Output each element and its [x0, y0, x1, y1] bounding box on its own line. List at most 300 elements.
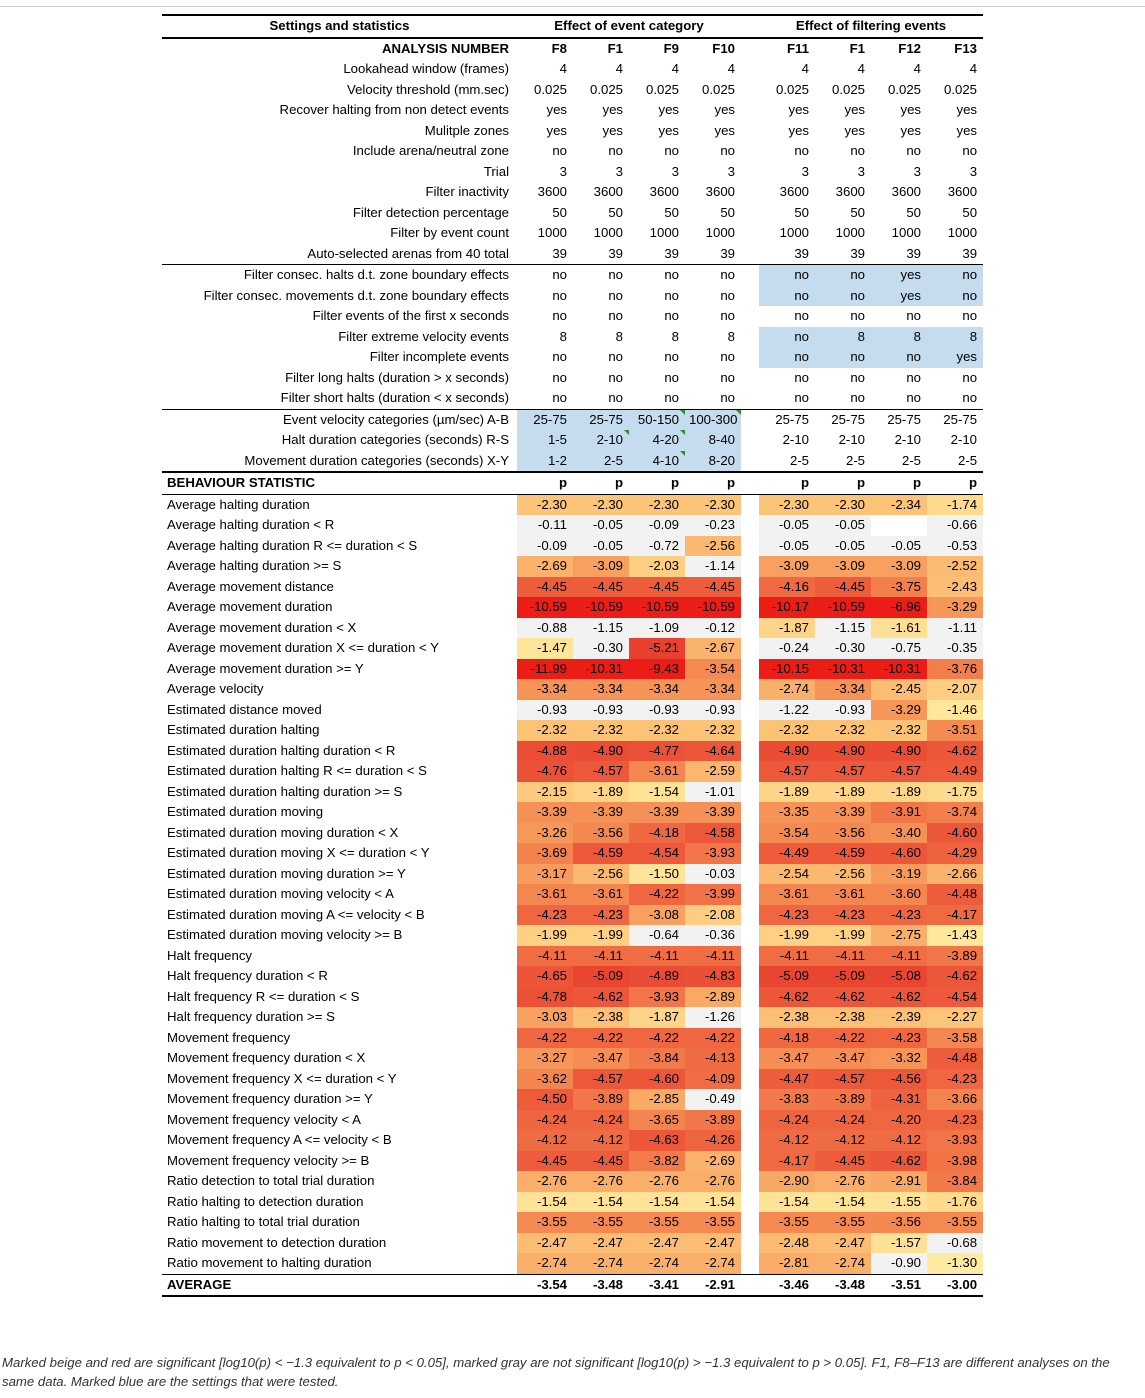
- p-value-cell: -2.08: [685, 905, 741, 926]
- p-value-cell: -2.47: [573, 1233, 629, 1254]
- statistic-label: Estimated duration moving duration < X: [167, 824, 399, 840]
- p-value-cell: -4.54: [927, 987, 983, 1008]
- p-value-cell: -0.05: [759, 515, 815, 536]
- p-value-cell: -2.30: [573, 494, 629, 515]
- setting-value: 0.025: [887, 81, 921, 97]
- p-value-cell: -4.22: [815, 1028, 871, 1049]
- setting-value: no: [815, 347, 871, 368]
- p-value-cell: -4.58: [685, 823, 741, 844]
- setting-value: 1000: [891, 225, 921, 241]
- p-value-cell: -2.15: [517, 782, 573, 803]
- setting-value: 3: [801, 163, 809, 179]
- p-value-cell: -2.89: [685, 987, 741, 1008]
- p-value-cell: -0.03: [685, 864, 741, 885]
- p-value-cell: -3.29: [871, 700, 927, 721]
- setting-label: Filter long halts (duration > x seconds): [285, 369, 509, 385]
- p-value-cell: -10.31: [573, 659, 629, 680]
- p-value-cell: -0.05: [759, 536, 815, 557]
- setting-value: 50: [664, 204, 679, 220]
- p-value-cell: -1.54: [517, 1192, 573, 1213]
- p-value-cell: -3.74: [927, 802, 983, 823]
- setting-value: 0.025: [701, 81, 735, 97]
- statistic-row: [162, 802, 983, 823]
- statistic-row: [162, 782, 983, 803]
- p-value-cell: -4.24: [573, 1110, 629, 1131]
- p-value-cell: -4.62: [927, 966, 983, 987]
- p-value-cell: -3.55: [927, 1212, 983, 1233]
- p-value-cell: -1.87: [629, 1007, 685, 1028]
- p-value-cell: -2.03: [629, 556, 685, 577]
- p-value-cell: -10.59: [573, 597, 629, 618]
- setting-value: no: [850, 369, 865, 385]
- p-value-cell: -4.45: [573, 1151, 629, 1172]
- setting-value: 4: [559, 61, 567, 77]
- p-value-cell: -3.54: [685, 659, 741, 680]
- setting-label: Halt duration categories (seconds) R-S: [281, 432, 509, 448]
- setting-label: Filter consec. movements d.t. zone boundary effects: [203, 287, 509, 303]
- p-value-cell: -4.16: [759, 577, 815, 598]
- p-value-cell: -2.30: [815, 494, 871, 515]
- setting-row: [162, 306, 983, 327]
- statistic-label: Estimated distance moved: [167, 701, 322, 717]
- p-value-cell: -3.55: [629, 1212, 685, 1233]
- statistic-row: [162, 966, 983, 987]
- p-value-cell: -3.89: [685, 1110, 741, 1131]
- p-value-cell: -1.26: [685, 1007, 741, 1028]
- p-value-cell: -2.32: [573, 720, 629, 741]
- average-value: -3.48: [573, 1274, 629, 1296]
- p-value-cell: -3.39: [517, 802, 573, 823]
- setting-label: Filter detection percentage: [352, 204, 509, 220]
- statistic-label: Estimated duration moving velocity >= B: [167, 927, 403, 943]
- statistic-header-label: BEHAVIOUR STATISTIC: [162, 472, 517, 494]
- p-value-cell: -4.56: [871, 1069, 927, 1090]
- setting-value: yes: [658, 102, 679, 118]
- p-value-cell: -10.17: [759, 597, 815, 618]
- p-value-cell: -3.47: [573, 1048, 629, 1069]
- statistic-row: [162, 1089, 983, 1110]
- p-value-cell: -2.66: [927, 864, 983, 885]
- setting-value: 25-75: [927, 409, 983, 430]
- p-value-cell: -5.09: [815, 966, 871, 987]
- p-value-cell: -3.40: [871, 823, 927, 844]
- setting-value: 39: [720, 245, 735, 261]
- setting-row: [162, 182, 983, 203]
- setting-value: 39: [608, 245, 623, 261]
- p-value-cell: -0.35: [927, 638, 983, 659]
- p-value-cell: -3.51: [927, 720, 983, 741]
- p-value-cell: -1.15: [573, 618, 629, 639]
- setting-label: Filter inactivity: [425, 184, 509, 200]
- statistic-header-row: [162, 472, 983, 494]
- setting-value: 50: [552, 204, 567, 220]
- setting-value: 0.025: [533, 81, 567, 97]
- p-value-cell: -3.60: [871, 884, 927, 905]
- setting-value: 3: [857, 163, 865, 179]
- p-value-cell: -3.89: [573, 1089, 629, 1110]
- p-value-cell: -0.88: [517, 618, 573, 639]
- p-value-cell: -4.77: [629, 741, 685, 762]
- setting-row: [162, 409, 983, 430]
- p-value-cell: -4.78: [517, 987, 573, 1008]
- p-value-cell: -1.99: [815, 925, 871, 946]
- setting-value: 39: [962, 245, 978, 261]
- average-value: -3.41: [629, 1274, 685, 1296]
- p-value-cell: -3.32: [871, 1048, 927, 1069]
- p-value-cell: -5.09: [759, 966, 815, 987]
- statistic-label: Average halting duration: [167, 496, 310, 512]
- p-value-cell: -2.32: [815, 720, 871, 741]
- p-value-cell: -4.29: [927, 843, 983, 864]
- setting-value: no: [962, 143, 978, 159]
- p-value-cell: -3.84: [927, 1171, 983, 1192]
- p-value-cell: -4.63: [629, 1130, 685, 1151]
- p-value-cell: -2.38: [759, 1007, 815, 1028]
- p-value-cell: -3.65: [629, 1110, 685, 1131]
- setting-value: no: [629, 265, 685, 286]
- average-value: -3.51: [871, 1274, 927, 1296]
- p-value-cell: -3.55: [685, 1212, 741, 1233]
- setting-value: no: [608, 390, 623, 406]
- p-header: p: [517, 472, 573, 494]
- p-value-cell: -11.99: [517, 659, 573, 680]
- statistic-label: Average movement duration: [167, 599, 333, 615]
- average-value: -3.48: [815, 1274, 871, 1296]
- p-value-cell: -1.11: [927, 618, 983, 639]
- setting-value: 1000: [947, 225, 978, 241]
- statistic-row: [162, 1253, 983, 1274]
- analysis-col: F1: [573, 38, 629, 60]
- setting-value: no: [759, 327, 815, 348]
- p-value-cell: -1.99: [759, 925, 815, 946]
- p-value-cell: -2.74: [759, 679, 815, 700]
- p-value-cell: -3.56: [815, 823, 871, 844]
- setting-row: [162, 368, 983, 389]
- statistic-row: [162, 536, 983, 557]
- p-value-cell: -3.56: [871, 1212, 927, 1233]
- p-value-cell: -4.90: [759, 741, 815, 762]
- p-value-cell: -1.55: [871, 1192, 927, 1213]
- p-value-cell: -0.53: [927, 536, 983, 557]
- p-value-cell: -3.61: [573, 884, 629, 905]
- p-value-cell: -3.39: [815, 802, 871, 823]
- p-value-cell: -4.59: [815, 843, 871, 864]
- p-value-cell: -3.83: [759, 1089, 815, 1110]
- setting-value: 2-10: [782, 432, 809, 448]
- p-value-cell: -1.01: [685, 782, 741, 803]
- p-value-cell: -0.24: [759, 638, 815, 659]
- p-value-cell: -4.62: [927, 741, 983, 762]
- p-value-cell: -1.74: [927, 494, 983, 515]
- p-value-cell: -0.93: [573, 700, 629, 721]
- statistic-row: [162, 1069, 983, 1090]
- group-header-row: [162, 15, 983, 38]
- setting-value: 3: [969, 163, 978, 179]
- p-value-cell: -3.09: [815, 556, 871, 577]
- p-value-cell: -3.62: [517, 1069, 573, 1090]
- p-value-cell: -2.91: [871, 1171, 927, 1192]
- p-value-cell: -2.67: [685, 638, 741, 659]
- statistic-row: [162, 679, 983, 700]
- p-value-cell: -1.14: [685, 556, 741, 577]
- p-value-cell: -3.75: [871, 577, 927, 598]
- p-value-cell: -4.09: [685, 1069, 741, 1090]
- p-value-cell: -0.05: [573, 536, 629, 557]
- setting-value: 3600: [891, 184, 921, 200]
- p-value-cell: -0.93: [685, 700, 741, 721]
- p-value-cell: -1.76: [927, 1192, 983, 1213]
- setting-value: 2-10: [838, 432, 865, 448]
- statistic-row: [162, 987, 983, 1008]
- statistic-label: Halt frequency: [167, 947, 253, 963]
- statistic-label: Halt frequency R <= duration < S: [167, 988, 360, 1004]
- setting-value: 8: [671, 328, 679, 344]
- setting-value: 1000: [593, 225, 623, 241]
- setting-value: no: [608, 143, 623, 159]
- p-value-cell: -4.18: [629, 823, 685, 844]
- p-value-cell: -3.61: [759, 884, 815, 905]
- statistic-label: Estimated duration halting duration < R: [167, 742, 396, 758]
- setting-row: [162, 100, 983, 121]
- setting-value: 50: [794, 204, 809, 220]
- p-value-cell: -4.31: [871, 1089, 927, 1110]
- setting-label: Trial: [483, 163, 509, 179]
- p-value-cell: -1.87: [759, 618, 815, 639]
- p-value-cell: -4.49: [927, 761, 983, 782]
- p-value-cell: -4.57: [815, 761, 871, 782]
- setting-value: 4: [671, 61, 679, 77]
- p-value-cell: -1.09: [629, 618, 685, 639]
- setting-value: no: [685, 265, 741, 286]
- p-value-cell: -3.93: [685, 843, 741, 864]
- p-value-cell: -2.47: [815, 1233, 871, 1254]
- p-value-cell: -4.62: [815, 987, 871, 1008]
- setting-value: 50: [850, 204, 865, 220]
- setting-value: no: [552, 287, 567, 303]
- p-value-cell: -1.89: [871, 782, 927, 803]
- setting-value: 3: [913, 163, 921, 179]
- p-value-cell: -1.54: [759, 1192, 815, 1213]
- p-value-cell: -2.39: [871, 1007, 927, 1028]
- setting-value: yes: [546, 102, 567, 118]
- setting-value: no: [962, 390, 978, 406]
- average-label: AVERAGE: [162, 1274, 517, 1296]
- setting-value: 1000: [705, 225, 735, 241]
- average-value: -3.54: [517, 1274, 573, 1296]
- setting-value: no: [850, 390, 865, 406]
- setting-value: 39: [906, 245, 921, 261]
- p-value-cell: -4.88: [517, 741, 573, 762]
- p-value-cell: -3.09: [573, 556, 629, 577]
- setting-value: 2-10: [894, 432, 921, 448]
- p-value-cell: -3.34: [573, 679, 629, 700]
- setting-value: 50: [720, 204, 735, 220]
- settings-title: Settings and statistics: [162, 15, 517, 38]
- setting-row: [162, 265, 983, 286]
- p-value-cell: -2.30: [517, 494, 573, 515]
- setting-value: no: [573, 265, 629, 286]
- p-value-cell: -1.54: [629, 1192, 685, 1213]
- p-value-cell: -4.23: [871, 905, 927, 926]
- p-value-cell: -4.60: [927, 823, 983, 844]
- setting-label: Velocity threshold (mm.sec): [347, 81, 509, 97]
- setting-value: yes: [844, 102, 865, 118]
- p-value-cell: -4.22: [629, 884, 685, 905]
- statistic-label: Movement frequency: [167, 1029, 291, 1045]
- p-value-cell: -10.59: [815, 597, 871, 618]
- p-value-cell: -0.30: [573, 638, 629, 659]
- setting-value: yes: [714, 102, 735, 118]
- setting-value: 3600: [705, 184, 735, 200]
- p-value-cell: -2.74: [517, 1253, 573, 1274]
- p-value-cell: -0.66: [927, 515, 983, 536]
- p-value-cell: -4.24: [759, 1110, 815, 1131]
- p-value-cell: -4.11: [629, 946, 685, 967]
- p-value-cell: -3.35: [759, 802, 815, 823]
- p-value-cell: -4.48: [927, 1048, 983, 1069]
- setting-value: no: [906, 143, 921, 159]
- setting-value: yes: [871, 265, 927, 286]
- p-value-cell: -3.56: [573, 823, 629, 844]
- p-value-cell: -3.93: [927, 1130, 983, 1151]
- p-value-cell: -3.55: [573, 1212, 629, 1233]
- p-header: p: [815, 472, 871, 494]
- setting-row: [162, 141, 983, 162]
- p-value-cell: -4.12: [517, 1130, 573, 1151]
- p-value-cell: -2.27: [927, 1007, 983, 1028]
- setting-label: Movement duration categories (seconds) X-Y: [244, 452, 509, 468]
- statistic-label: Average velocity: [167, 681, 264, 697]
- p-value-cell: -2.34: [871, 494, 927, 515]
- p-value-cell: -3.17: [517, 864, 573, 885]
- setting-value: yes: [956, 102, 978, 118]
- p-value-cell: -4.57: [759, 761, 815, 782]
- p-value-cell: -2.32: [517, 720, 573, 741]
- p-value-cell: -0.90: [871, 1253, 927, 1274]
- p-header: p: [629, 472, 685, 494]
- statistic-row: [162, 823, 983, 844]
- p-value-cell: -1.22: [759, 700, 815, 721]
- p-value-cell: -1.61: [871, 618, 927, 639]
- statistic-row: [162, 638, 983, 659]
- p-value-cell: -2.59: [685, 761, 741, 782]
- analysis-col: F8: [517, 38, 573, 60]
- p-value-cell: -4.64: [685, 741, 741, 762]
- setting-value: no: [608, 349, 623, 365]
- p-value-cell: -3.82: [629, 1151, 685, 1172]
- p-value-cell: -2.69: [517, 556, 573, 577]
- p-value-cell: -0.05: [815, 515, 871, 536]
- p-value-cell: -0.11: [517, 515, 573, 536]
- statistic-label: Average halting duration < R: [167, 517, 335, 533]
- setting-value: yes: [602, 122, 623, 138]
- setting-value: 0.025: [589, 81, 623, 97]
- statistic-row: [162, 556, 983, 577]
- setting-value: no: [850, 143, 865, 159]
- setting-value: 4: [857, 61, 865, 77]
- setting-value: 4-20: [629, 430, 685, 451]
- p-value-cell: -2.74: [815, 1253, 871, 1274]
- setting-value: 0.025: [944, 81, 978, 97]
- p-value-cell: -2.48: [759, 1233, 815, 1254]
- setting-value: no: [608, 287, 623, 303]
- setting-value: 3: [671, 163, 679, 179]
- setting-value: 39: [850, 245, 865, 261]
- p-value-cell: -4.17: [759, 1151, 815, 1172]
- p-value-cell: -1.15: [815, 618, 871, 639]
- setting-value: 0.025: [775, 81, 809, 97]
- setting-row: [162, 286, 983, 307]
- statistic-row: [162, 884, 983, 905]
- p-value-cell: -4.60: [629, 1069, 685, 1090]
- p-value-cell: -10.15: [759, 659, 815, 680]
- setting-value: no: [552, 349, 567, 365]
- group1-title: Effect of event category: [517, 15, 741, 38]
- statistic-row: [162, 1151, 983, 1172]
- p-value-cell: -2.74: [629, 1253, 685, 1274]
- setting-value: 8-20: [685, 451, 741, 473]
- setting-value: no: [794, 390, 809, 406]
- setting-value: 2-5: [957, 452, 978, 468]
- p-value-cell: -0.93: [815, 700, 871, 721]
- comment-marker-icon: [736, 410, 741, 415]
- p-value-cell: -3.89: [815, 1089, 871, 1110]
- setting-value: 50: [608, 204, 623, 220]
- p-value-cell: -4.23: [759, 905, 815, 926]
- p-value-cell: -3.76: [927, 659, 983, 680]
- setting-value: 50-150: [629, 409, 685, 430]
- p-value-cell: -4.11: [517, 946, 573, 967]
- p-value-cell: -4.45: [629, 577, 685, 598]
- p-value-cell: -3.34: [685, 679, 741, 700]
- p-value-cell: -1.99: [573, 925, 629, 946]
- setting-value: 1-5: [517, 430, 573, 451]
- p-value-cell: -0.05: [815, 536, 871, 557]
- p-value-cell: -2.32: [871, 720, 927, 741]
- setting-value: 100-300: [685, 409, 741, 430]
- p-value-cell: -4.76: [517, 761, 573, 782]
- p-value-cell: -0.93: [517, 700, 573, 721]
- setting-value: 1000: [649, 225, 679, 241]
- average-row: [162, 1274, 983, 1296]
- p-value-cell: -1.75: [927, 782, 983, 803]
- p-value-cell: -4.57: [815, 1069, 871, 1090]
- p-value-cell: -0.75: [871, 638, 927, 659]
- statistic-label: Estimated duration halting duration >= S: [167, 783, 403, 799]
- statistic-label: Average movement duration >= Y: [167, 660, 364, 676]
- setting-value: 8: [615, 328, 623, 344]
- p-value-cell: -3.84: [629, 1048, 685, 1069]
- statistic-label: Ratio detection to total trial duration: [167, 1173, 375, 1189]
- p-value-cell: -4.45: [815, 1151, 871, 1172]
- p-value-cell: -1.89: [815, 782, 871, 803]
- analysis-number-label: ANALYSIS NUMBER: [162, 38, 517, 60]
- p-value-cell: -3.08: [629, 905, 685, 926]
- p-value-cell: -1.54: [815, 1192, 871, 1213]
- p-value-cell: -4.22: [685, 1028, 741, 1049]
- setting-row: [162, 59, 983, 80]
- p-value-cell: -4.45: [685, 577, 741, 598]
- statistic-label: Movement frequency duration >= Y: [167, 1091, 373, 1107]
- analysis-col: F11: [759, 38, 815, 60]
- p-value-cell: -2.56: [685, 536, 741, 557]
- p-value-cell: -2.38: [573, 1007, 629, 1028]
- statistic-row: [162, 1171, 983, 1192]
- p-value-cell: -0.05: [573, 515, 629, 536]
- statistic-label: Movement frequency velocity < A: [167, 1111, 361, 1127]
- p-value-cell: -5.09: [573, 966, 629, 987]
- p-value-cell: -2.32: [629, 720, 685, 741]
